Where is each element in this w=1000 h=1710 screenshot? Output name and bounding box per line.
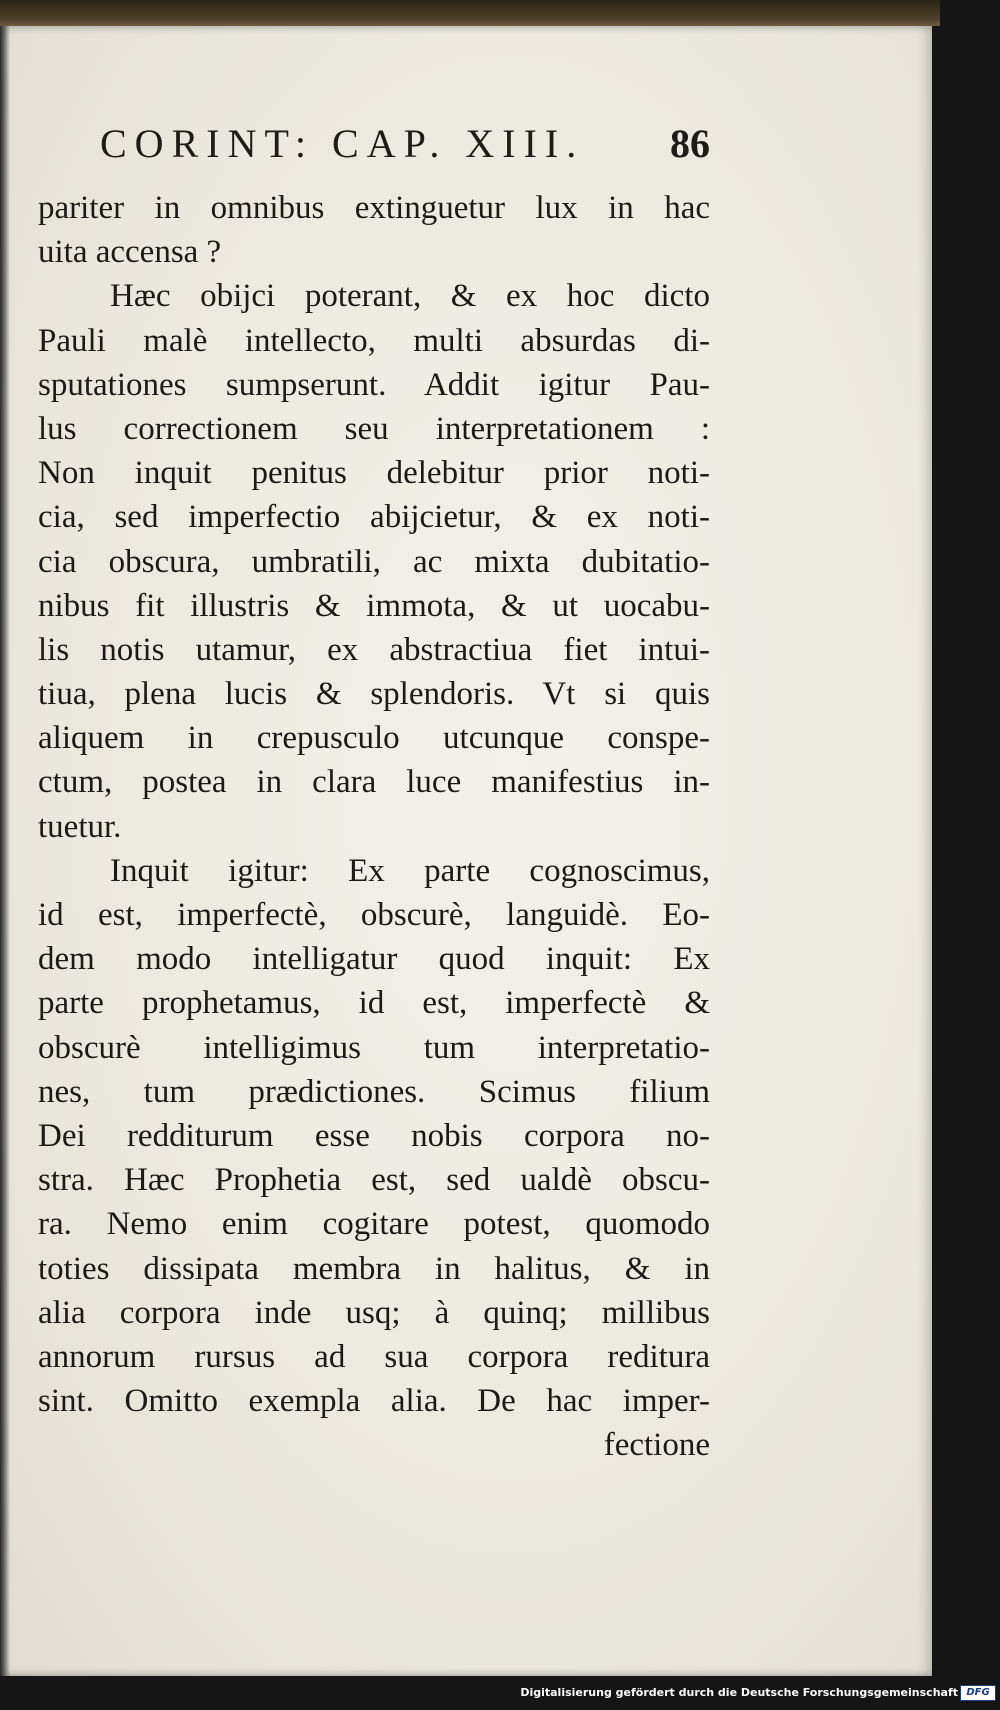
text-line: Inquit igitur: Ex parte cognoscimus, xyxy=(110,852,710,889)
text-line: lus correctionem seu interpretationem : xyxy=(38,410,710,447)
text-line: sputationes sumpserunt. Addit igitur Pau- xyxy=(38,366,710,403)
page-top-edge xyxy=(0,0,940,26)
text-line: id est, imperfectè, obscurè, languidè. Eo- xyxy=(38,897,710,933)
text-line: tiua, plena lucis & splendoris. Vt si quis xyxy=(38,676,710,713)
text-line: Dei redditurum esse nobis corpora no- xyxy=(38,1117,710,1154)
text-line: cia, sed imperfectio abijcietur, & ex noti- xyxy=(38,499,710,536)
text-line: Pauli malè intellecto, multi absurdas di- xyxy=(38,322,710,359)
catchword: fectione xyxy=(603,1427,710,1464)
text-line: parte prophetamus, id est, imperfectè & xyxy=(38,985,710,1022)
running-head xyxy=(100,114,710,174)
text-line: sint. Omitto exempla alia. De hac imper- xyxy=(38,1383,710,1420)
text-line: annorum rursus ad sua corpora reditura xyxy=(38,1338,710,1375)
text-line: pariter in omnibus extinguetur lux in hac xyxy=(38,190,710,226)
text-line: toties dissipata membra in halitus, & in xyxy=(38,1250,710,1287)
text-line: stra. Hæc Prophetia est, sed ualdè obscu- xyxy=(38,1162,710,1199)
body-text xyxy=(38,186,710,1467)
page-number: 86 xyxy=(670,121,710,166)
text-line: Hæc obijci poterant, & ex hoc dicto xyxy=(110,278,710,315)
text-line: uita accensa ? xyxy=(38,234,222,271)
text-line: tuetur. xyxy=(38,808,122,845)
text-line: aliquem in crepusculo utcunque conspe- xyxy=(38,720,710,757)
text-line: cia obscura, umbratili, ac mixta dubitatio- xyxy=(38,543,710,580)
text-line: nibus fit illustris & immota, & ut uocabu- xyxy=(38,587,710,624)
text-line: obscurè intelligimus tum interpretatio- xyxy=(38,1029,710,1066)
text-line: dem modo intelligatur quod inquit: Ex xyxy=(38,941,710,978)
text-line: nes, tum prædictiones. Scimus filium xyxy=(38,1073,710,1110)
text-line: alia corpora inde usq; à quinq; millibus xyxy=(38,1294,710,1331)
text-line: lis notis utamur, ex abstractiua fiet intui- xyxy=(38,631,710,668)
text-line: Non inquit penitus delebitur prior noti- xyxy=(38,455,710,492)
dfg-logo-icon: DFG xyxy=(960,1685,996,1701)
running-head-title: CORINT: CAP. XIII. xyxy=(100,121,585,166)
funding-credit: Digitalisierung gefördert durch die Deutsche Forschungsgemeinschaft xyxy=(520,1686,958,1699)
book-page xyxy=(0,26,932,1676)
spine-shadow xyxy=(0,26,10,1676)
text-line: ra. Nemo enim cogitare potest, quomodo xyxy=(38,1206,710,1243)
footer-bar xyxy=(0,1682,1000,1710)
text-line: ctum, postea in clara luce manifestius in- xyxy=(38,764,710,801)
